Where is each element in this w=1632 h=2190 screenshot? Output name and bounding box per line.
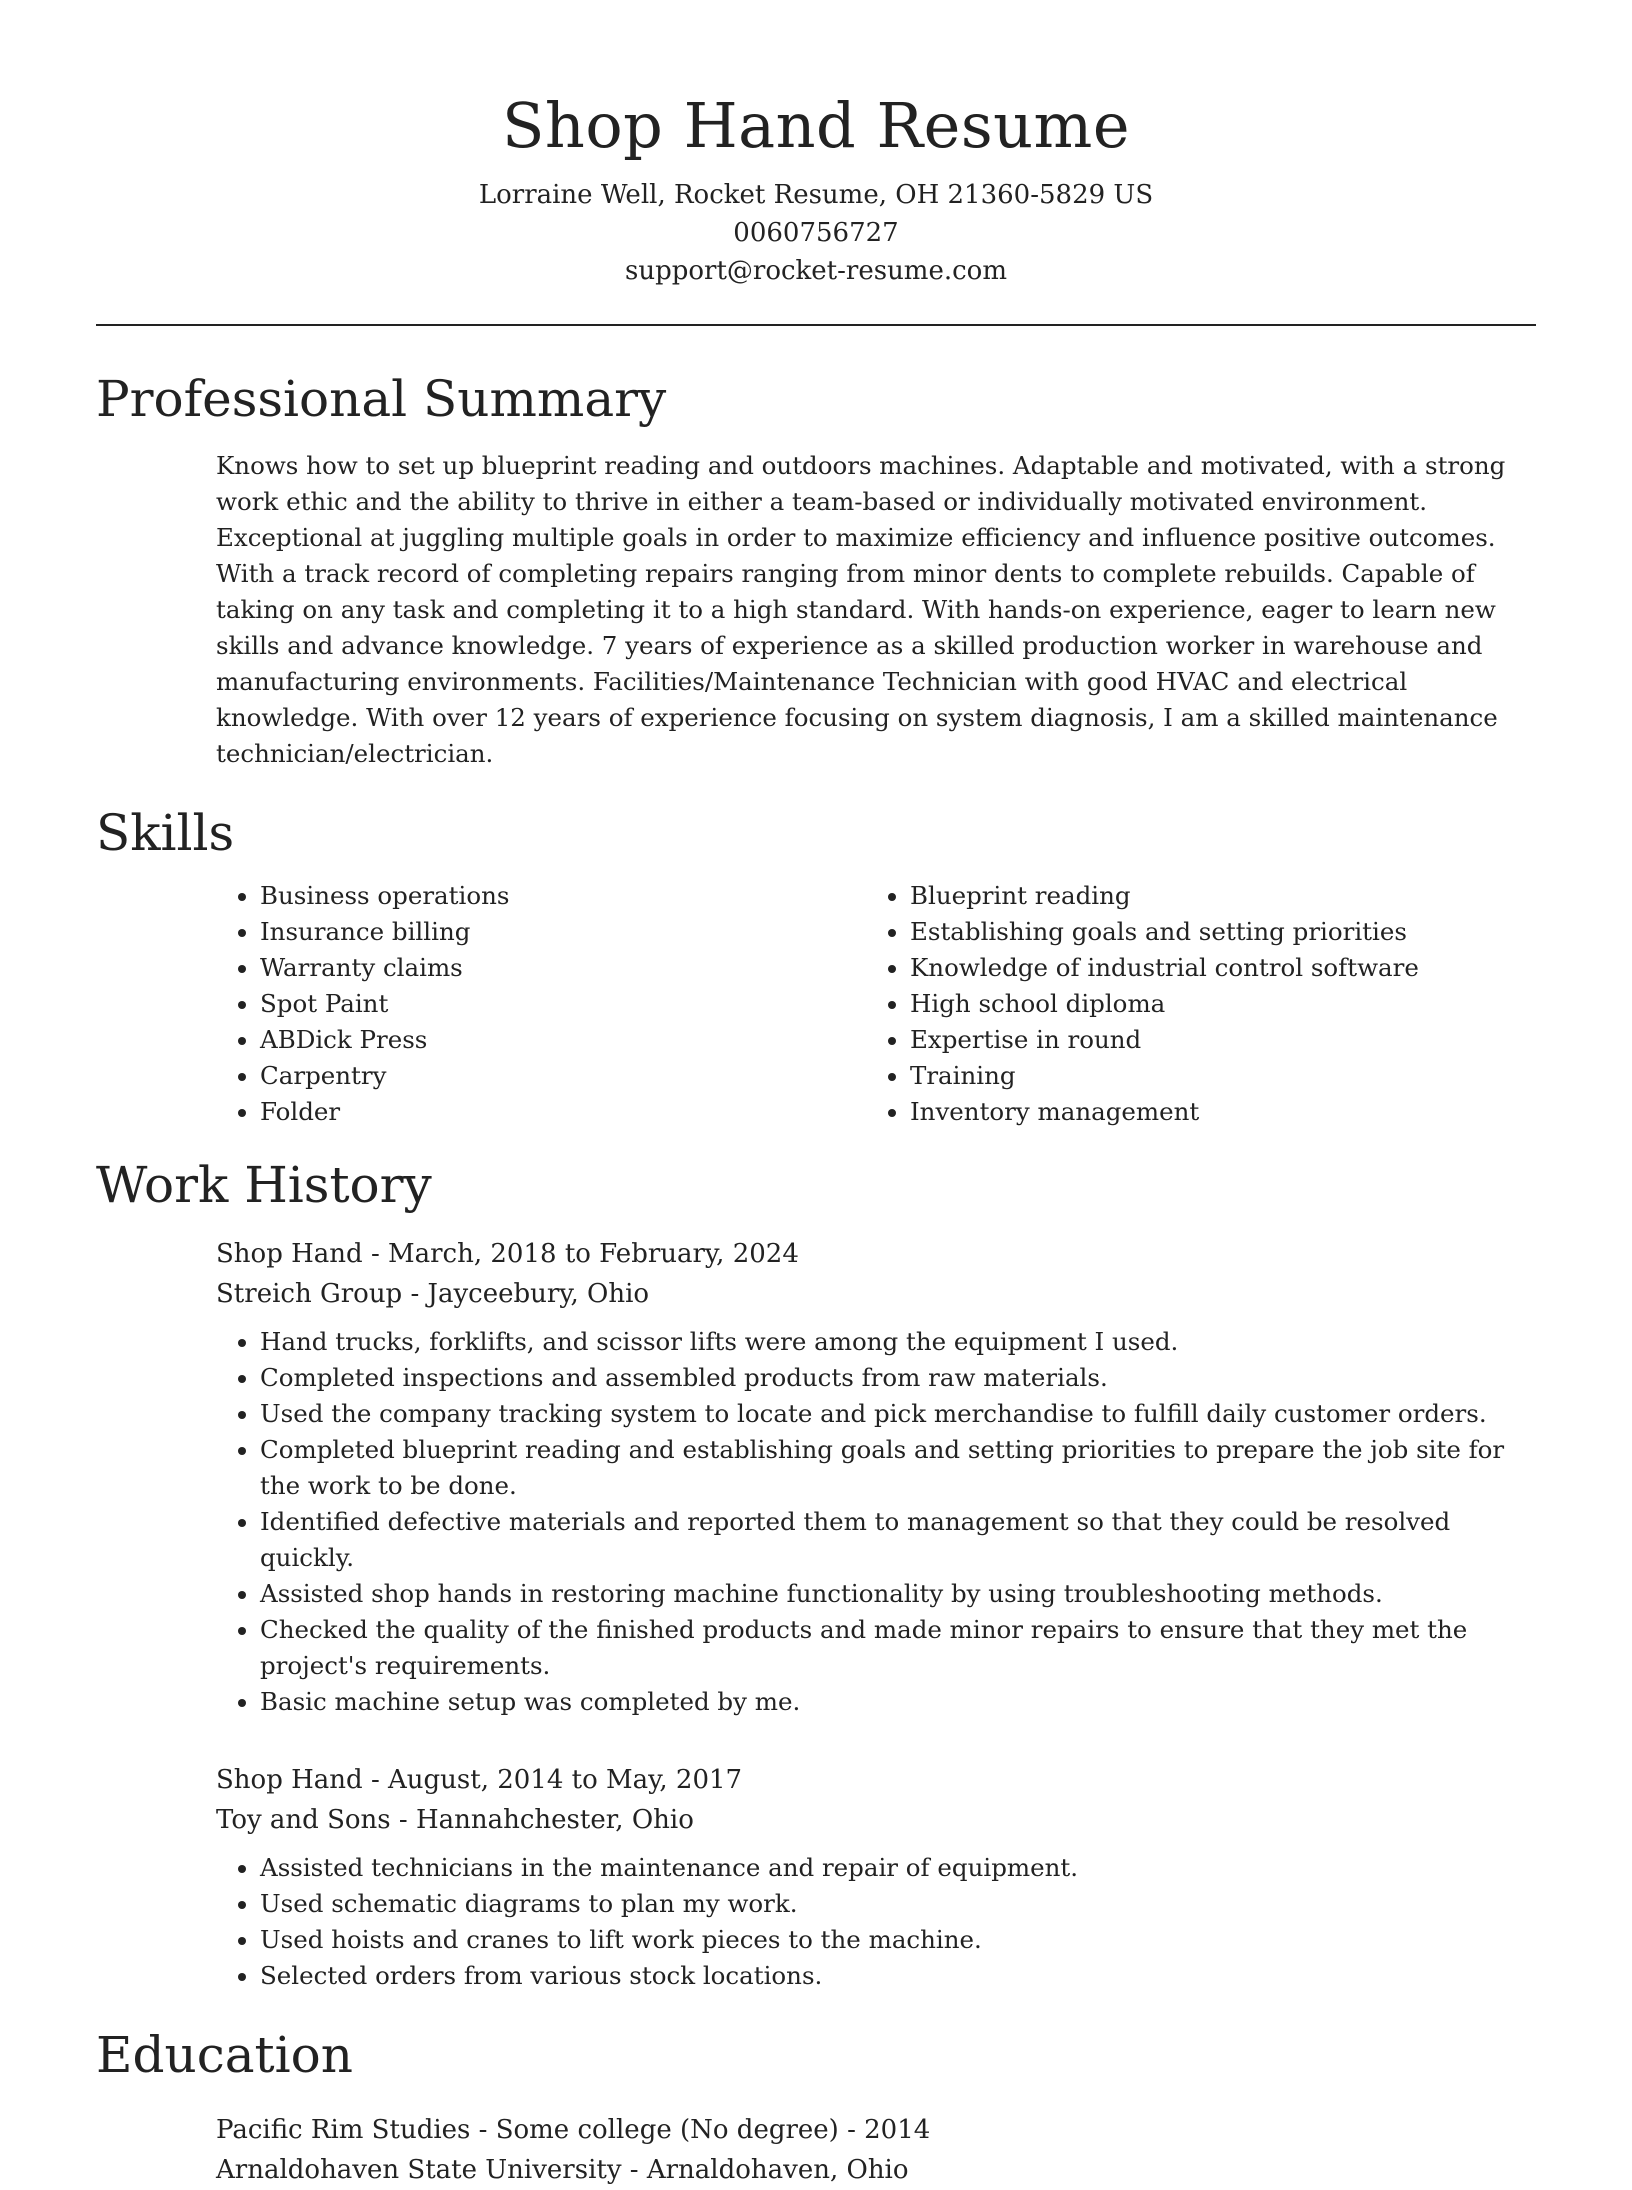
skills-column-left (216, 878, 866, 1130)
skill-item: • Carpentry (260, 1058, 866, 1094)
job-bullet: • Completed blueprint reading and establishing goals and setting priorities to prepare the job site for the work to be done. (260, 1432, 1536, 1504)
education-heading: Education (96, 2026, 353, 2084)
skills-heading: Skills (96, 804, 235, 862)
job-bullet: • Checked the quality of the finished products and made minor repairs to ensure that they met the project's requirements. (260, 1612, 1536, 1684)
job-company-location: Toy and Sons - Hannahchester, Ohio (216, 1805, 694, 1835)
skill-item: • High school diploma (910, 986, 1516, 1022)
summary-heading: Professional Summary (96, 370, 667, 428)
skill-item: • Expertise in round (910, 1022, 1516, 1058)
resume-page (96, 0, 1536, 2190)
summary-text: Knows how to set up blueprint reading and outdoors machines. Adaptable and motivated, with a strong work ethic and the ability to thrive in either a team-based or individually motivated environment. Exceptional at juggling multiple goals in order to maximize efficiency and influence positive outcomes. With a track record of completing repairs ranging from minor dents to complete rebuilds. Capable of taking on any task and completing it to a high standard. With hands-on experience, eager to learn new skills and advance knowledge. 7 years of experience as a skilled production worker in warehouse and manufacturing environments. Facilities/Maintenance Technician with good HVAC and electrical knowledge. With over 12 years of experience focusing on system diagnosis, I am a skilled maintenance technician/electrician. (216, 451, 1506, 768)
skill-item: • Business operations (260, 878, 866, 914)
skill-item: • Insurance billing (260, 914, 866, 950)
skill-item: • ABDick Press (260, 1022, 866, 1058)
contact-phone: 0060756727 (733, 218, 899, 248)
skill-item: • Spot Paint (260, 986, 866, 1022)
resume-title: Shop Hand Resume (501, 89, 1131, 162)
education-program: Pacific Rim Studies - Some college (No degree) - 2014 (216, 2115, 931, 2145)
education-entry (216, 2110, 1536, 2190)
job-bullet: • Completed inspections and assembled products from raw materials. (260, 1360, 1536, 1396)
job-bullet: • Hand trucks, forklifts, and scissor lifts were among the equipment I used. (260, 1324, 1536, 1360)
skill-item: • Inventory management (910, 1094, 1516, 1130)
resume-header (96, 0, 1536, 290)
work-history-heading: Work History (96, 1156, 432, 1214)
summary-section (96, 364, 1536, 772)
job-bullet: • Identified defective materials and reported them to management so that they could be resolved quickly. (260, 1504, 1536, 1576)
contact-address: Lorraine Well, Rocket Resume, OH 21360-5829 US (478, 180, 1154, 210)
job-bullet: • Assisted shop hands in restoring machine functionality by using troubleshooting methods. (260, 1576, 1536, 1612)
job-title-dates: Shop Hand - August, 2014 to May, 2017 (216, 1765, 743, 1795)
job-bullet: • Basic machine setup was completed by me. (260, 1684, 1536, 1720)
skill-item: • Knowledge of industrial control software (910, 950, 1516, 986)
skill-item: • Folder (260, 1094, 866, 1130)
skill-item: • Training (910, 1058, 1516, 1094)
job-bullet: • Used hoists and cranes to lift work pieces to the machine. (260, 1922, 1536, 1958)
job-bullet: • Used schematic diagrams to plan my work. (260, 1886, 1536, 1922)
skills-section (96, 798, 1536, 1130)
education-institution: Arnaldohaven State University - Arnaldohaven, Ohio (216, 2155, 909, 2185)
contact-info (96, 176, 1536, 290)
job-bullet: • Assisted technicians in the maintenance and repair of equipment. (260, 1850, 1536, 1886)
skill-item: • Blueprint reading (910, 878, 1516, 914)
contact-email: support@rocket-resume.com (624, 256, 1007, 286)
skill-item: • Establishing goals and setting priorities (910, 914, 1516, 950)
skills-column-right (866, 878, 1516, 1130)
job-entry (216, 1234, 1536, 1720)
work-history-section (96, 1150, 1536, 1994)
job-title-dates: Shop Hand - March, 2018 to February, 2024 (216, 1239, 799, 1269)
job-bullet: • Selected orders from various stock locations. (260, 1958, 1536, 1994)
job-company-location: Streich Group - Jayceebury, Ohio (216, 1279, 650, 1309)
job-entry (216, 1760, 1536, 1994)
education-section (96, 2020, 1536, 2190)
header-divider (96, 324, 1536, 326)
skill-item: • Warranty claims (260, 950, 866, 986)
job-bullet: • Used the company tracking system to locate and pick merchandise to fulfill daily customer orders. (260, 1396, 1536, 1432)
